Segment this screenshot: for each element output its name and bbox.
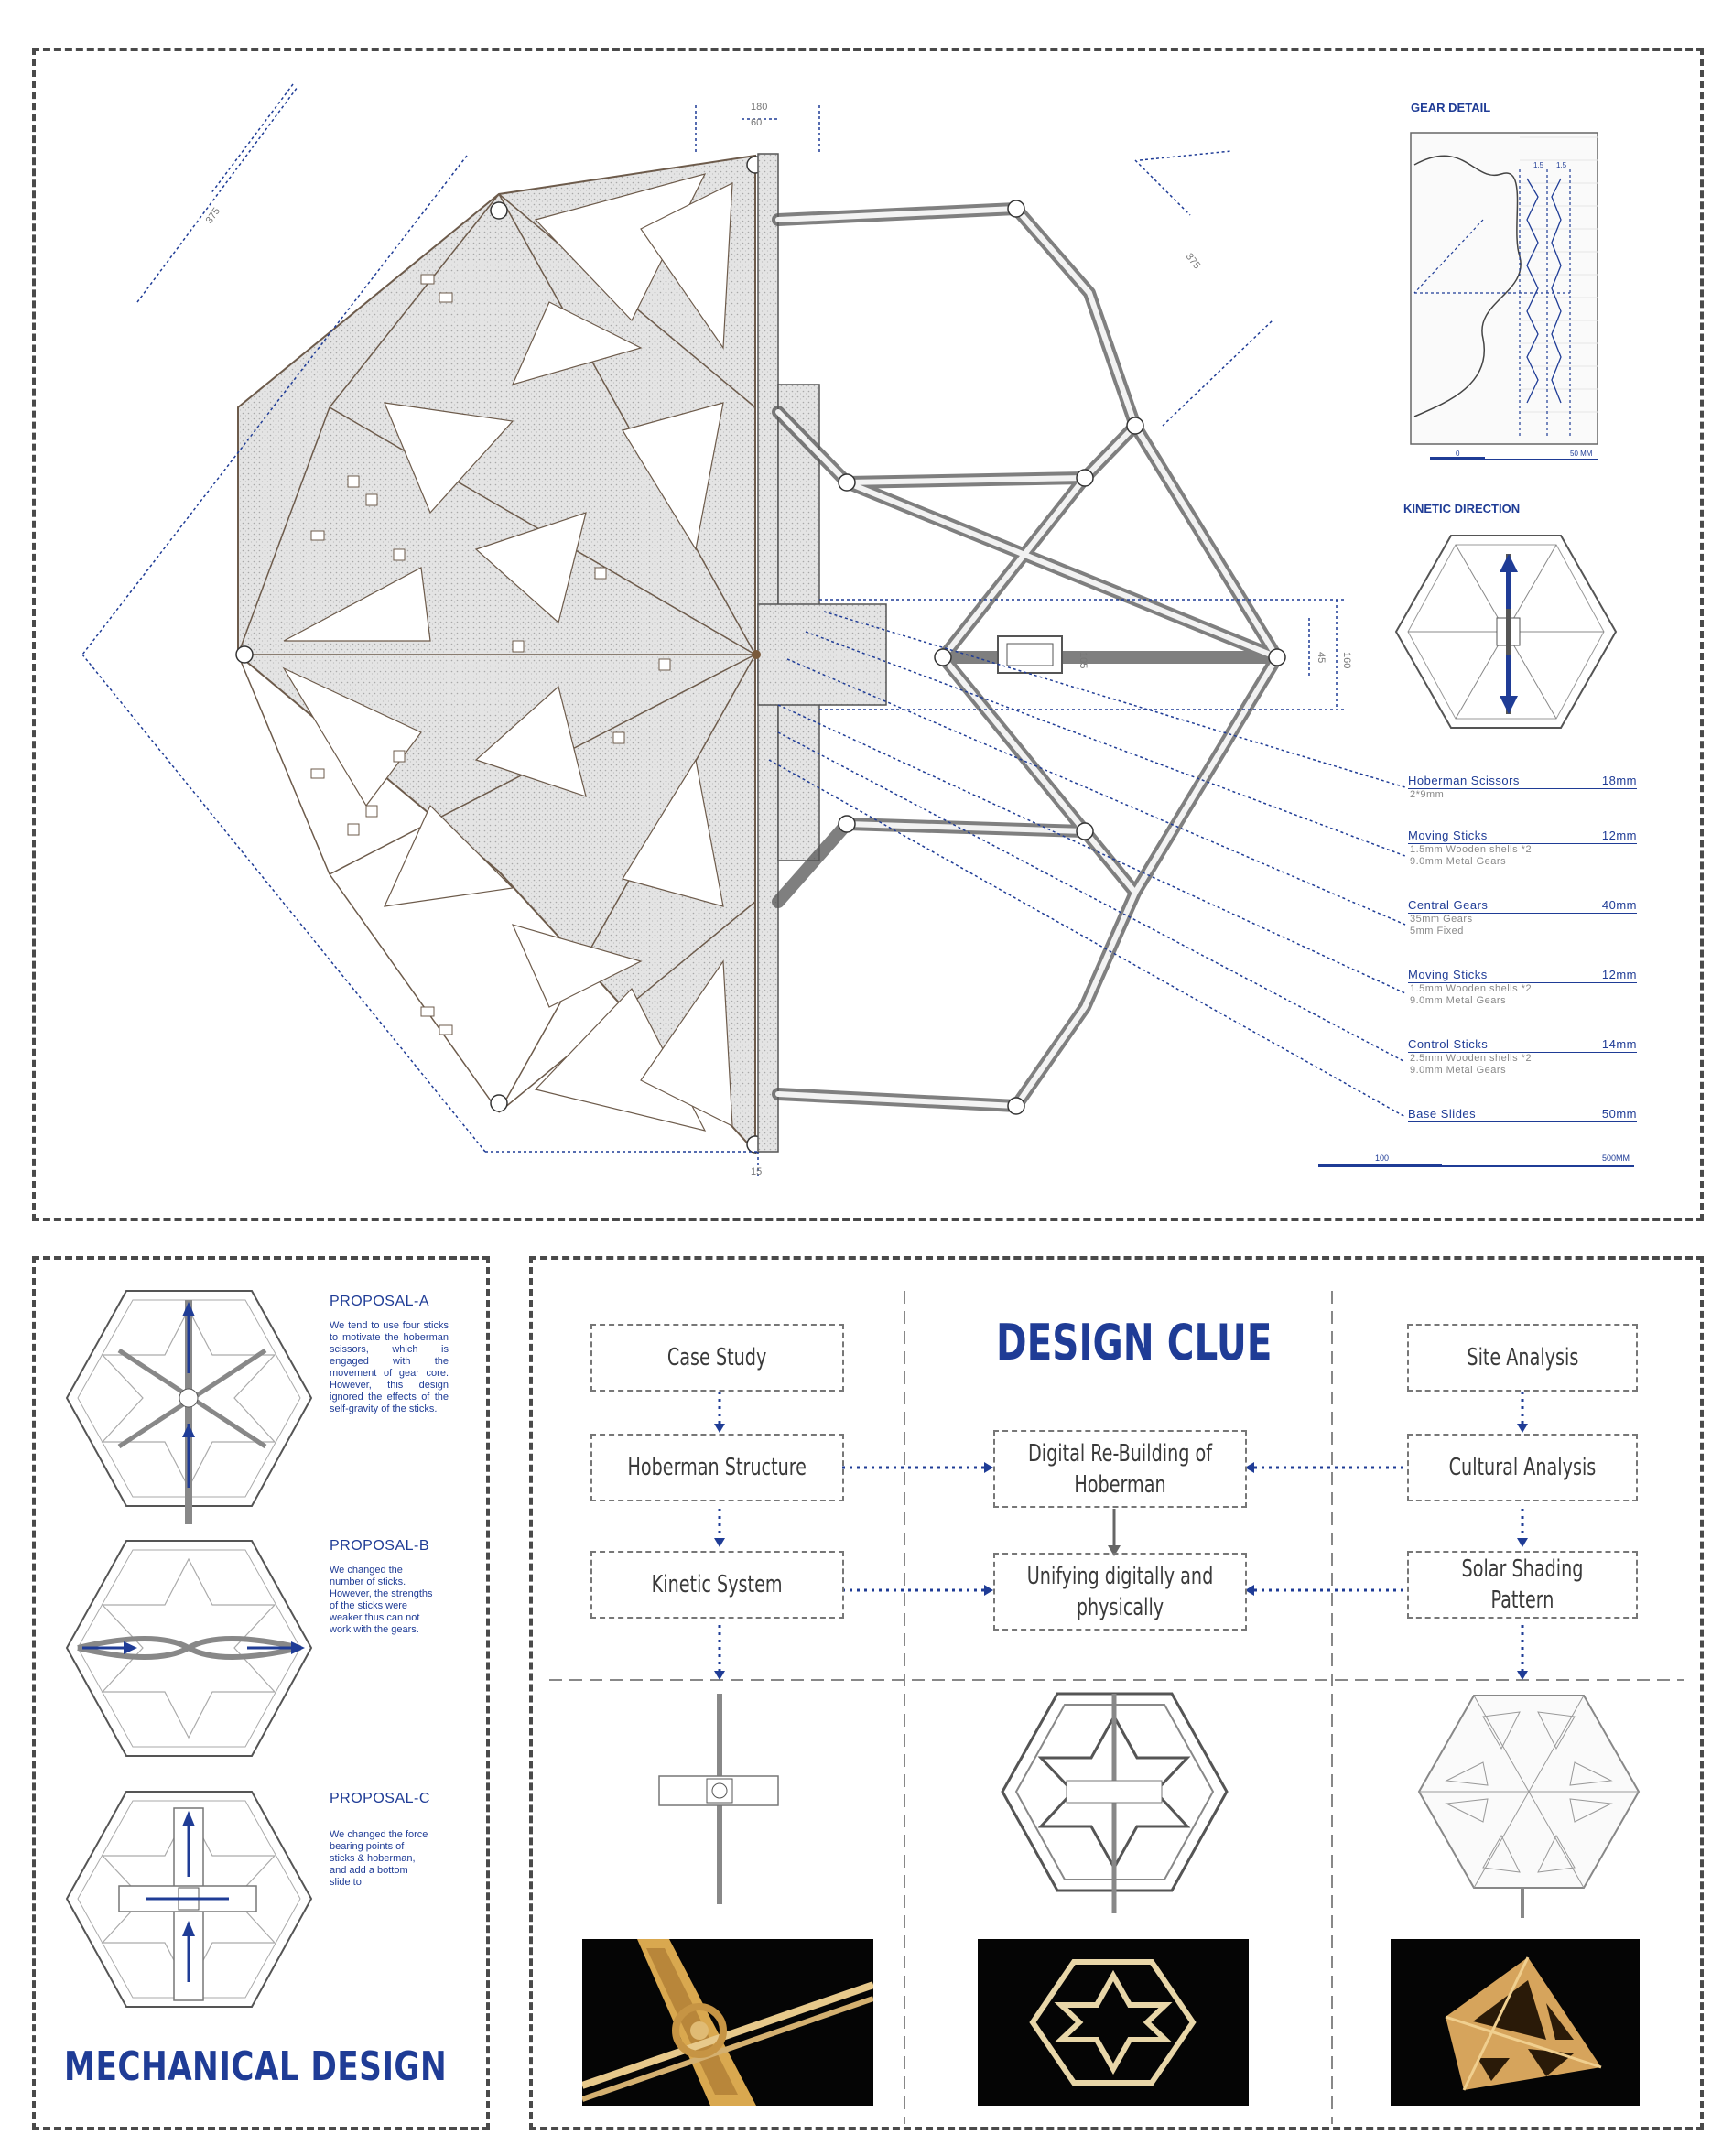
shading-model-photo bbox=[1391, 1939, 1640, 2106]
solar-shading-label: Solar Shading Pattern bbox=[1461, 1555, 1584, 1614]
proposal-c-title: PROPOSAL-C bbox=[330, 1791, 430, 1806]
legend-name: Moving Sticks bbox=[1408, 968, 1488, 981]
legend-size: 14mm bbox=[1601, 1037, 1637, 1051]
legend-item bbox=[1408, 1037, 1637, 1077]
site-analysis-label: Site Analysis bbox=[1467, 1344, 1578, 1371]
unifying-box bbox=[993, 1553, 1247, 1631]
cultural-analysis-box bbox=[1407, 1434, 1638, 1501]
gear-dim-b: 1.5 bbox=[1556, 161, 1567, 169]
legend-name: Control Sticks bbox=[1408, 1037, 1489, 1051]
hoberman-structure-label: Hoberman Structure bbox=[627, 1454, 807, 1481]
legend-size: 12mm bbox=[1601, 968, 1637, 981]
legend-item bbox=[1408, 898, 1637, 937]
legend-size: 40mm bbox=[1601, 898, 1637, 912]
legend-note: 9.0mm Metal Gears bbox=[1410, 856, 1507, 867]
mechanical-design-title: MECHANICAL DESIGN bbox=[64, 2043, 448, 2090]
legend-note: 9.0mm Metal Gears bbox=[1410, 1065, 1507, 1076]
central-rail bbox=[752, 154, 886, 1152]
case-study-label: Case Study bbox=[667, 1344, 767, 1371]
kinetic-direction-diagram bbox=[1396, 536, 1616, 728]
dim-375-left: 375 bbox=[203, 205, 222, 226]
proposal-a-text: We tend to use four sticks to motivate the hoberman scissors, which is engaged with the movement of gear core. However, this design ignored the effects of the self-gravity of the sticks. bbox=[330, 1320, 449, 1414]
dim-180: 180 bbox=[751, 102, 768, 113]
legend-size: 12mm bbox=[1601, 829, 1637, 842]
legend-name: Moving Sticks bbox=[1408, 829, 1488, 842]
gear-dim-a: 1.5 bbox=[1533, 161, 1544, 169]
legend-item bbox=[1408, 774, 1637, 801]
kinetic-direction-title: KINETIC DIRECTION bbox=[1403, 502, 1521, 515]
legend-name: Hoberman Scissors bbox=[1408, 774, 1520, 787]
gear-detail-drawing bbox=[1411, 133, 1598, 460]
legend-note: 9.0mm Metal Gears bbox=[1410, 995, 1507, 1006]
gear-scale-left: 0 bbox=[1456, 450, 1460, 458]
legend-item bbox=[1408, 968, 1637, 1007]
legend-note: 5mm Fixed bbox=[1410, 926, 1464, 937]
dim-45: 45 bbox=[1316, 652, 1327, 664]
dim-375-right: 375 bbox=[1183, 251, 1203, 272]
legend-item bbox=[1408, 829, 1637, 868]
site-analysis-box bbox=[1407, 1324, 1638, 1392]
legend-note: 1.5mm Wooden shells *2 bbox=[1410, 844, 1533, 855]
dim-105: 105 bbox=[1078, 652, 1089, 669]
hoberman-model-photo bbox=[978, 1939, 1249, 2106]
gear-detail-title: GEAR DETAIL bbox=[1411, 101, 1491, 114]
legend-item bbox=[1408, 1107, 1637, 1122]
proposal-b-title: PROPOSAL-B bbox=[330, 1538, 430, 1554]
case-study-box bbox=[590, 1324, 844, 1392]
legend-note: 35mm Gears bbox=[1410, 914, 1473, 925]
legend-size: 18mm bbox=[1601, 774, 1637, 787]
legend-note: 2.5mm Wooden shells *2 bbox=[1410, 1053, 1533, 1064]
design-clue-title: DESIGN CLUE bbox=[996, 1314, 1273, 1371]
proposal-c-text: We changed the force bearing points of sticks & hoberman, and add a bottom slide to bbox=[330, 1829, 428, 1888]
gear-scale-right: 50 MM bbox=[1570, 450, 1593, 458]
kinetic-system-box bbox=[590, 1551, 844, 1619]
legend-size: 50mm bbox=[1601, 1107, 1637, 1121]
digital-rebuilding-label: Digital Re-Building of Hoberman bbox=[1027, 1439, 1213, 1499]
shading-hexagon bbox=[236, 156, 764, 1153]
dim-60: 60 bbox=[751, 117, 763, 128]
dim-15: 15 bbox=[751, 1166, 763, 1177]
proposal-b-text: We changed the number of sticks. However, the strengths of the sticks were weaker thus can not work with the gears. bbox=[330, 1565, 433, 1635]
kinetic-model-photo bbox=[582, 1939, 873, 2106]
kinetic-system-label: Kinetic System bbox=[652, 1571, 783, 1598]
hoberman-structure-box bbox=[590, 1434, 844, 1501]
legend-name: Base Slides bbox=[1408, 1107, 1477, 1121]
legend-note: 2*9mm bbox=[1410, 789, 1445, 800]
legend-name: Central Gears bbox=[1408, 898, 1489, 912]
unifying-label: Unifying digitally and physically bbox=[1026, 1562, 1214, 1621]
scale-left-label: 100 bbox=[1375, 1154, 1390, 1163]
cultural-analysis-label: Cultural Analysis bbox=[1448, 1454, 1597, 1481]
legend-note: 1.5mm Wooden shells *2 bbox=[1410, 983, 1533, 994]
solar-shading-box bbox=[1407, 1551, 1638, 1619]
dim-160: 160 bbox=[1341, 652, 1352, 669]
proposal-a-title: PROPOSAL-A bbox=[330, 1294, 430, 1309]
scale-right-label: 500MM bbox=[1602, 1154, 1630, 1163]
digital-rebuilding-box bbox=[993, 1430, 1247, 1508]
